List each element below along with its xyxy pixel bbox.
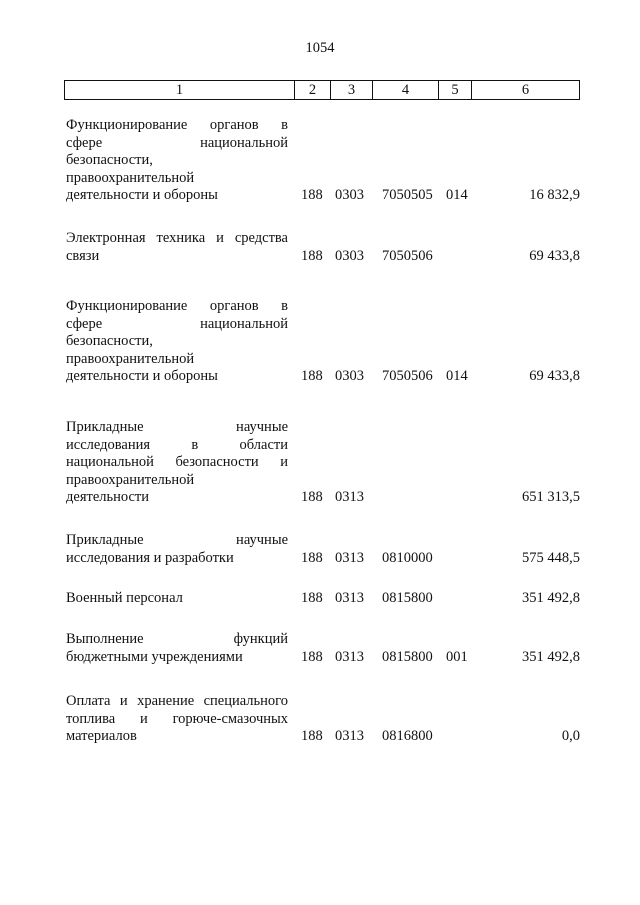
row-col-6: 69 433,8 bbox=[529, 368, 580, 384]
row-col-2: 188 bbox=[301, 549, 323, 566]
header-col-3: 3 bbox=[331, 81, 373, 99]
header-col-5: 5 bbox=[439, 81, 472, 99]
row-description-line: исследования в области bbox=[66, 436, 288, 453]
row-col-5: 001 bbox=[446, 648, 468, 665]
row-col-4: 0816800 bbox=[382, 728, 433, 744]
row-description-line: сфере национальной bbox=[66, 315, 288, 332]
row-col-3: 0303 bbox=[335, 247, 364, 264]
row-description-line: топлива и горюче-смазочных bbox=[66, 710, 288, 727]
row-col-2: 188 bbox=[301, 590, 323, 606]
row-description-line: безопасности, bbox=[66, 152, 153, 168]
row-col-3: 0303 bbox=[335, 187, 364, 203]
row-col-6: 351 492,8 bbox=[522, 590, 580, 606]
row-description-line: материалов bbox=[66, 728, 137, 744]
row-description-line: Выполнение функций bbox=[66, 631, 288, 647]
row-description-line: Прикладные научные bbox=[66, 419, 288, 435]
row-description-line: Электронная техника и средства bbox=[66, 230, 288, 246]
row-description-line: исследования и разработки bbox=[66, 549, 234, 566]
row-col-3: 0313 bbox=[335, 648, 364, 665]
header-col-4: 4 bbox=[373, 81, 439, 99]
row-col-3: 0313 bbox=[335, 549, 364, 566]
row-col-2: 188 bbox=[301, 489, 323, 505]
row-col-4: 7050506 bbox=[382, 368, 433, 384]
header-col-1: 1 bbox=[65, 81, 295, 99]
row-col-6: 651 313,5 bbox=[522, 489, 580, 505]
page-number: 1054 bbox=[305, 40, 335, 56]
row-col-6: 0,0 bbox=[561, 728, 580, 744]
row-col-2: 188 bbox=[301, 728, 323, 744]
row-description-line: сфере национальной bbox=[66, 134, 288, 151]
row-description-line: Прикладные научные bbox=[66, 532, 288, 548]
row-col-5: 014 bbox=[446, 187, 468, 203]
row-col-3: 0313 bbox=[335, 489, 364, 505]
row-description bbox=[66, 693, 288, 746]
row-description-line: Оплата и хранение специального bbox=[66, 693, 288, 709]
row-description-line: бюджетными учреждениями bbox=[66, 648, 243, 665]
row-col-4: 0815800 bbox=[382, 590, 433, 606]
row-col-6: 16 832,9 bbox=[529, 187, 580, 203]
row-description-line: деятельности bbox=[66, 489, 150, 505]
row-description bbox=[66, 117, 288, 205]
row-description-line: связи bbox=[66, 247, 100, 264]
header-col-2: 2 bbox=[295, 81, 331, 99]
row-col-2: 188 bbox=[301, 187, 323, 203]
table-header bbox=[64, 80, 580, 100]
row-description-line: Военный персонал bbox=[66, 590, 183, 606]
row-col-4: 0810000 bbox=[382, 549, 433, 566]
row-description-line: Функционирование органов в bbox=[66, 298, 288, 314]
row-col-6: 69 433,8 bbox=[529, 247, 580, 264]
row-description bbox=[66, 532, 288, 567]
row-col-4: 0815800 bbox=[382, 648, 433, 665]
row-col-6: 575 448,5 bbox=[522, 549, 580, 566]
row-col-2: 188 bbox=[301, 368, 323, 384]
row-description bbox=[66, 419, 288, 507]
row-description-line: правоохранительной bbox=[66, 169, 195, 186]
row-col-3: 0313 bbox=[335, 728, 364, 744]
row-description bbox=[66, 590, 288, 608]
row-description-line: правоохранительной bbox=[66, 350, 195, 367]
header-col-6: 6 bbox=[521, 81, 530, 98]
row-description-line: деятельности и обороны bbox=[66, 368, 218, 384]
row-col-6: 351 492,8 bbox=[522, 648, 580, 665]
row-col-3: 0303 bbox=[335, 368, 364, 384]
row-description-line: правоохранительной bbox=[66, 471, 195, 488]
row-description-line: деятельности и обороны bbox=[66, 187, 218, 203]
row-col-3: 0313 bbox=[335, 590, 364, 606]
row-description bbox=[66, 298, 288, 386]
row-description-line: безопасности, bbox=[66, 333, 153, 349]
row-description bbox=[66, 631, 288, 666]
row-description bbox=[66, 230, 288, 265]
row-col-2: 188 bbox=[301, 247, 323, 264]
row-description-line: Функционирование органов в bbox=[66, 117, 288, 133]
row-col-4: 7050506 bbox=[382, 247, 433, 264]
row-col-4: 7050505 bbox=[382, 187, 433, 203]
row-description-line: национальной безопасности и bbox=[66, 454, 288, 470]
row-col-5: 014 bbox=[446, 368, 468, 384]
row-col-2: 188 bbox=[301, 648, 323, 665]
